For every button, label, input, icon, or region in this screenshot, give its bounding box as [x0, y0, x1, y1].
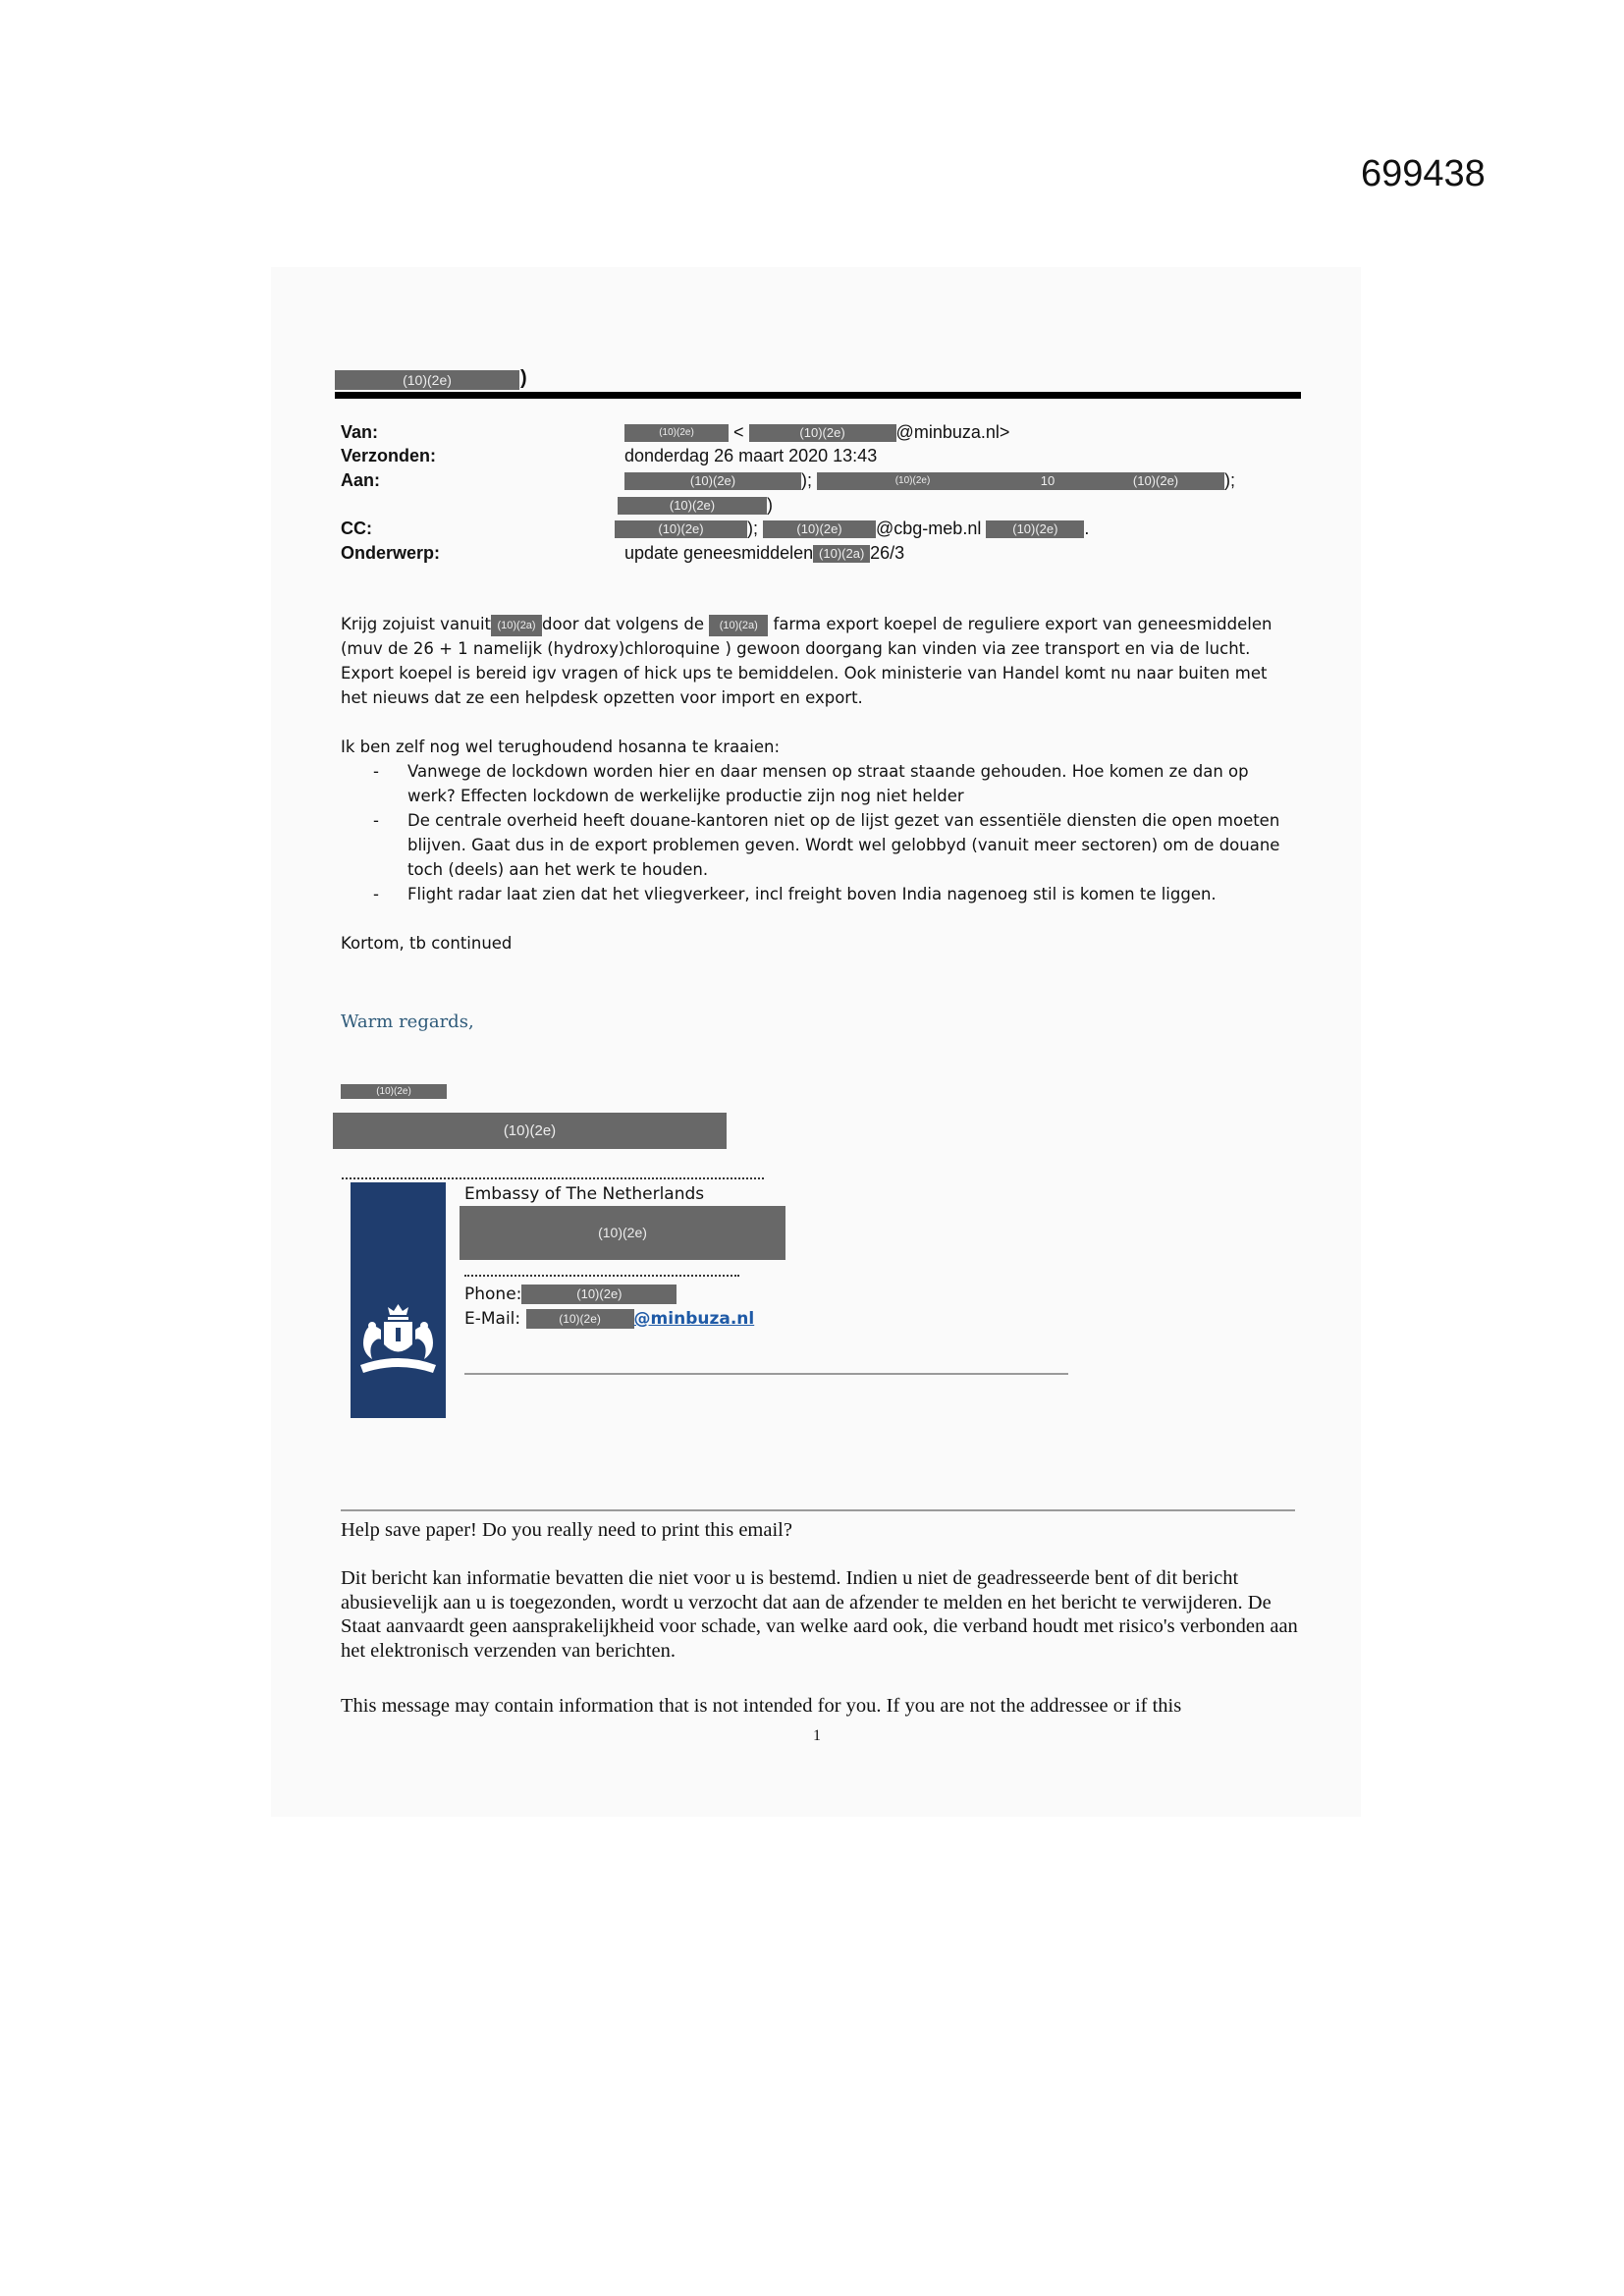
subject-pre: update geneesmiddelen: [624, 543, 814, 563]
to-sep2: );: [1224, 470, 1236, 490]
redaction-signature-title: (10)(2e): [333, 1113, 727, 1149]
redaction: (10)(2a): [491, 615, 542, 636]
to-value-line1: [624, 468, 1235, 492]
redaction: (10)(2e): [749, 424, 896, 442]
redaction: (10)(2e): [1087, 472, 1224, 490]
sent-label: Verzonden:: [341, 446, 437, 465]
redaction: (10)(2e): [618, 497, 767, 515]
from-value: [624, 420, 1009, 444]
from-label: Van:: [341, 422, 379, 442]
bullet-list: [341, 759, 1293, 906]
royal-coat-of-arms-icon: [351, 1182, 446, 1418]
redaction: (10)(2e): [624, 424, 729, 442]
to-ten: 10: [1008, 472, 1087, 490]
list-item: - Vanwege de lockdown worden hier en daar mensen op straat staande gehouden. Hoe komen ze dan op werk? Effecten lockdown de werkelijke productie zijn nog niet helder: [341, 759, 1293, 808]
document-number: 699438: [1361, 153, 1486, 194]
redaction: (10)(2e): [615, 520, 747, 538]
from-open: <: [733, 422, 744, 442]
redaction: (10)(2a): [709, 615, 768, 636]
cc-end: .: [1084, 519, 1090, 538]
body-paragraph-2: Ik ben zelf nog wel terughoudend hosanna te kraaien:: [341, 738, 781, 756]
disclaimer-dutch: Dit bericht kan informatie bevatten die niet voor u is bestemd. Indien u niet de geadresseerde bent of dit bericht abusievelijk aan u is toegezonden, wordt u verzocht dat aan de afzender te melden en het bericht te verwijderen. De Staat aanvaardt geen aansprakelijkheid voor schade, van welke aard ook, die verband houdt met risico's verbonden aan het elektronisch verzenden van berichten.: [341, 1567, 1298, 1662]
redaction-embassy-address: (10)(2e): [460, 1206, 785, 1260]
cc-sep1: );: [747, 519, 758, 538]
list-item: - De centrale overheid heeft douane-kantoren niet op de lijst gezet van essentiële diensten die open moeten blijven. Gaat dus in de export problemen geven. Wordt wel gelobbyd (vanuit meer sectoren) om de douane toch (deels) aan het werk te houden.: [341, 808, 1293, 882]
body-paragraph-1: Krijg zojuist vanuit (10)(2a) door dat volgens de (10)(2a) farma export koepel de reguliere export van geneesmiddelen (muv de 26 + 1 namelijk (hydroxy)chloroquine ) gewoon doorgang kan vinden via zee transport en via de lucht. Export koepel is bereid igv vragen of hick ups te bemiddelen. Ook ministerie van Handel komt nu naar buiten met het nieuws dat ze een helpdesk opzetten voor import en export.: [341, 615, 1272, 707]
page-number: 1: [813, 1727, 821, 1744]
to-close: ): [767, 495, 773, 515]
cc-value: [615, 517, 1089, 540]
title-close-paren: ): [520, 367, 527, 389]
to-sep1: );: [801, 470, 812, 490]
redaction: (10)(2e): [986, 520, 1084, 538]
cc-label: CC:: [341, 519, 372, 538]
to-value-line2: [618, 493, 773, 517]
contact-separator: [464, 1275, 739, 1277]
email-line: E-Mail: (10)(2e) @minbuza.nl: [464, 1309, 755, 1329]
redaction-title: (10)(2e): [335, 370, 519, 390]
subject-post: 26/3: [870, 543, 905, 563]
embassy-logo-panel: [351, 1182, 446, 1418]
redaction: (10)(2e): [817, 472, 1008, 490]
to-label: Aan:: [341, 470, 380, 490]
email-link[interactable]: @minbuza.nl: [633, 1309, 755, 1329]
disclaimer-english: This message may contain information that is not intended for you. If you are not the addressee or if this: [341, 1695, 1182, 1717]
list-item: - Flight radar laat zien dat het vliegverkeer, incl freight boven India nagenoeg stil is komen te liggen.: [341, 882, 1293, 906]
redaction-signature-name: (10)(2e): [341, 1084, 447, 1099]
subject-value: [624, 541, 904, 565]
sent-value: donderdag 26 maart 2020 13:43: [624, 446, 878, 465]
signature-bottom-line: [464, 1373, 1068, 1375]
redaction: (10)(2e): [624, 472, 801, 490]
redaction: (10)(2e): [763, 520, 876, 538]
subject-label: Onderwerp:: [341, 543, 441, 563]
footer-divider: [341, 1509, 1295, 1511]
redaction-email: (10)(2e): [526, 1309, 634, 1329]
cc-domain: @cbg-meb.nl: [876, 519, 982, 538]
save-paper-notice: Help save paper! Do you really need to print this email?: [341, 1519, 792, 1541]
header-divider: [335, 392, 1301, 399]
phone-line: Phone: (10)(2e): [464, 1283, 677, 1306]
redaction-phone: (10)(2e): [521, 1285, 677, 1304]
from-domain: @minbuza.nl>: [895, 422, 1010, 442]
signature-separator: [342, 1177, 764, 1179]
closing-line: Kortom, tb continued: [341, 934, 513, 953]
warm-regards: Warm regards,: [341, 1011, 474, 1032]
embassy-name: Embassy of The Netherlands: [464, 1184, 705, 1204]
redaction: (10)(2a): [813, 545, 870, 563]
